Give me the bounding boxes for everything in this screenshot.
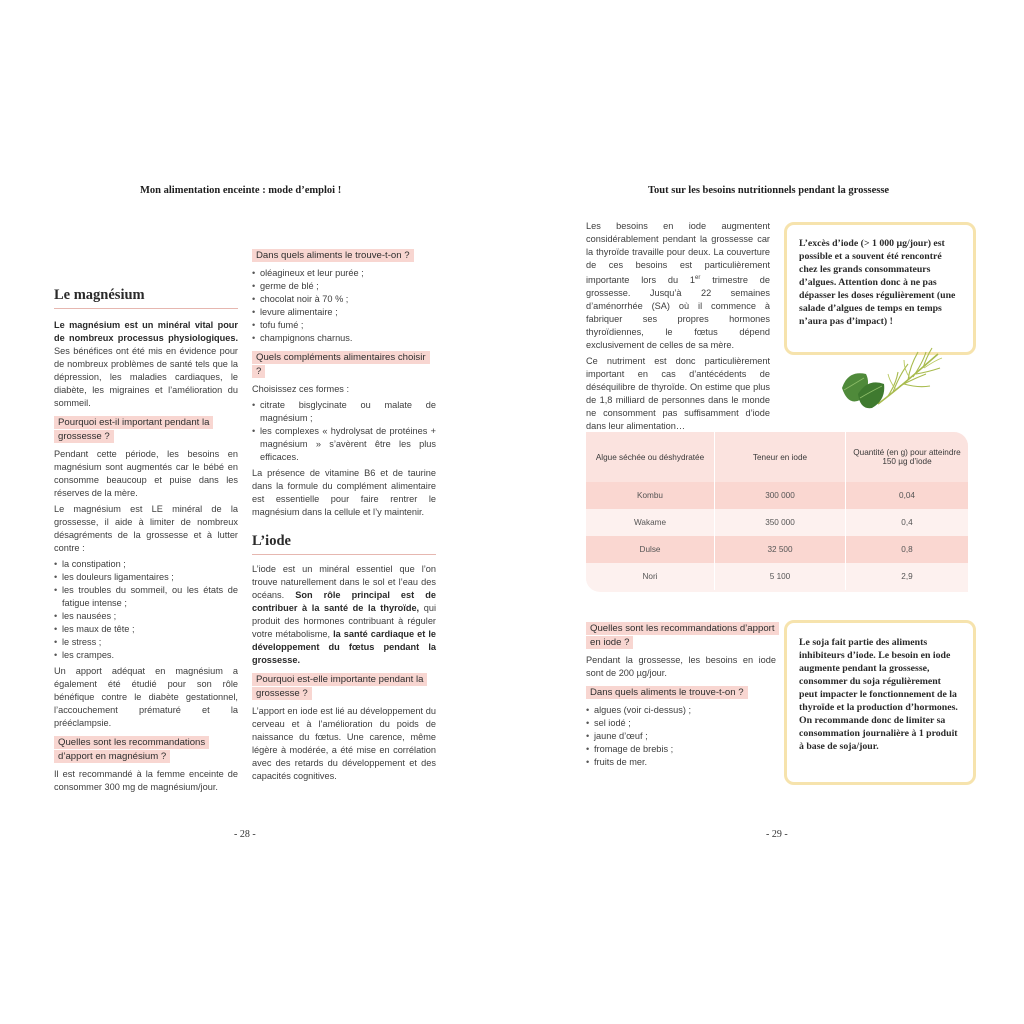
table-cell: 32 500: [715, 536, 846, 563]
list-item: • levure alimentaire ;: [260, 306, 436, 319]
list-item: • citrate bisglycinate ou malate de magnésium ;: [260, 399, 436, 425]
magnesium-column-2: [252, 247, 436, 786]
supplements-intro: Choisissez ces formes :: [252, 384, 350, 394]
list-item: • les crampes.: [62, 649, 238, 662]
spinach-leaf-icon: [842, 373, 884, 408]
magnesium-paragraph: Il est recommandé à la femme enceinte de consommer 300 mg de magnésium/jour.: [54, 769, 238, 792]
list-item: • germe de blé ;: [260, 280, 436, 293]
list-item: • chocolat noir à 70 % ;: [260, 293, 436, 306]
list-item: • fromage de brebis ;: [594, 743, 776, 756]
right-running-header: Tout sur les besoins nutritionnels pendant la grossesse: [648, 185, 890, 196]
iode-paragraph: L’apport en iode est lié au développement du cerveau et à l’amélioration du poids de naissance du fœtus. Une carence, même légère à modérée, a été mise en corrélation avec des retards du développement et des capacités cognitives.: [252, 706, 436, 781]
iode-foods-list: [586, 704, 776, 769]
table-cell: 0,8: [846, 536, 969, 563]
magnesium-paragraph: Le magnésium est LE minéral de la grossesse, il aide à limiter de nombreux désagréments de la grossesse et à lutter contre :: [54, 504, 238, 553]
iode-recommendations-section: [586, 620, 776, 772]
iode-needs-paragraph: Ce nutriment est donc particulièrement important en cas d’antécédents de déséquilibre de thyroïde. On estime que plus de 1,8 milliard de personnes dans le monde ne consomment pas suffisamment d’iode dans leur alimentation…: [586, 356, 770, 432]
magnesium-title: Le magnésium: [54, 287, 238, 309]
list-item: • tofu fumé ;: [260, 319, 436, 332]
question-iode-foods: Dans quels aliments le trouve-t-on ?: [586, 686, 748, 699]
question-which-foods: Dans quels aliments le trouve-t-on ?: [252, 249, 414, 262]
list-item: • sel iodé ;: [594, 717, 776, 730]
table-header: Quantité (en g) pour atteindre 150 µg d’iode: [846, 432, 969, 482]
left-page-number: - 28 -: [234, 829, 256, 840]
question-why-iode-important: Pourquoi est-elle importante pendant la grossesse ?: [252, 673, 427, 700]
callout-text: Le soja fait partie des aliments inhibiteurs d’iode. Le besoin en iode augmente pendant la grossesse, consommer du soja régulièrement peut impacter le fonctionnement de la thyroïde et la production d’hormones. On recommande donc de limiter sa consommation journalière à 1 produit à base de soja/jour.: [799, 637, 958, 752]
table-row: [586, 563, 968, 590]
table-cell: 5 100: [715, 563, 846, 590]
right-page-number: - 29 -: [766, 829, 788, 840]
magnesium-foods-list: [252, 267, 436, 345]
table-cell: Wakame: [634, 518, 666, 527]
table-cell: Kombu: [637, 491, 663, 500]
iode-needs-text: [586, 220, 770, 436]
list-item: • algues (voir ci-dessus) ;: [594, 704, 776, 717]
table-cell: 350 000: [715, 509, 846, 536]
magnesium-benefits-list: [54, 558, 238, 662]
spinach-dill-illustration: [838, 344, 944, 414]
list-item: • champignons charnus.: [260, 332, 436, 345]
table-row: [586, 536, 968, 563]
question-supplements: Quels compléments alimentaires choisir ?: [252, 351, 430, 378]
table-cell: 2,9: [846, 563, 969, 590]
table-cell: Dulse: [639, 545, 661, 554]
question-iode-recommendations: Quelles sont les recommandations d’apport en iode ?: [586, 622, 779, 649]
magnesium-paragraph: Pendant cette période, les besoins en magnésium sont augmentés car le bébé en consomme beaucoup et puise dans les réserves de la mère.: [54, 449, 238, 498]
table-cell: 0,4: [846, 509, 969, 536]
table-row: [586, 482, 968, 509]
soja-callout: [784, 620, 976, 785]
iode-recommendation-paragraph: Pendant la grossesse, les besoins en iode sont de 200 µg/jour.: [586, 655, 776, 678]
list-item: • jaune d’œuf ;: [594, 730, 776, 743]
magnesium-paragraph: Un apport adéquat en magnésium a également été étudié pour son rôle bénéfique contre le diabète gestationnel, l’accouchement prématuré et la prééclampsie.: [54, 666, 238, 728]
iode-algae-table: [586, 432, 968, 592]
magnesium-section: [54, 287, 238, 797]
iode-needs-paragraph: Les besoins en iode augmentent considérablement pendant la grossesse car la thyroïde travaille pour deux. La couverture de ces besoins est particulièrement importante lors du 1er trimestre de grossesse. Jusqu’à 22 semaines d’aménorrhée (SA) où il commence à fabriquer ses propres hormones thyroïdiennes, le fœtus dépend exclusivement de celles de sa mère.: [586, 221, 771, 351]
iode-intro: L’iode est un minéral essentiel que l’on trouve naturellement dans le sol et l’eau des océans. Son rôle principal est de contribuer à la santé de la thyroïde, qui produit des hormones contribuant à réguler votre métabolisme, la santé cardiaque et le développement du fœtus pendant la grossesse.: [252, 564, 437, 665]
list-item: • la constipation ;: [62, 558, 238, 571]
callout-text: L’excès d’iode (> 1 000 µg/jour) est possible et a souvent été rencontré chez les grands consommateurs d’algues. Attention donc à ne pas dépasser les doses régulièrement (une salade d’algues de temps en temps n’aura pas d’impact) !: [799, 238, 956, 327]
table-cell: Nori: [642, 572, 658, 581]
list-item: • les maux de tête ;: [62, 623, 238, 636]
table-cell: 300 000: [715, 482, 846, 509]
list-item: • les nausées ;: [62, 610, 238, 623]
question-why-important: Pourquoi est-il important pendant la grossesse ?: [54, 416, 213, 443]
list-item: • les troubles du sommeil, ou les états de fatigue intense ;: [62, 584, 238, 610]
table-header: Algue séchée ou déshydratée: [595, 452, 705, 462]
supplement-forms-list: [252, 399, 436, 464]
list-item: • oléagineux et leur purée ;: [260, 267, 436, 280]
iode-title: L’iode: [252, 533, 436, 555]
table-row: [586, 509, 968, 536]
iode-excess-callout: [784, 222, 976, 355]
list-item: • les complexes « hydrolysat de protéines + magnésium » s’avèrent être les plus efficaces.: [260, 425, 436, 464]
table-header: Teneur en iode: [715, 432, 846, 482]
table-cell: 0,04: [846, 482, 969, 509]
supplements-paragraph: La présence de vitamine B6 et de taurine dans la formule du complément alimentaire est essentielle pour faire rentrer le magnésium dans la cellule et l’y maintenir.: [252, 468, 436, 517]
dill-sprig-icon: [878, 348, 942, 404]
magnesium-intro: Le magnésium est un minéral vital pour de nombreux processus physiologiques. Ses bénéfices ont été mis en évidence pour de nombreux problèmes de santé tels que la dépression, les maladies cardiaques, le diabète, les migraines et l’amélioration du sommeil.: [54, 320, 238, 408]
list-item: • le stress ;: [62, 636, 238, 649]
question-recommendations: Quelles sont les recommandations d’apport en magnésium ?: [54, 736, 209, 763]
list-item: • fruits de mer.: [594, 756, 776, 769]
list-item: • les douleurs ligamentaires ;: [62, 571, 238, 584]
left-running-header: Mon alimentation enceinte : mode d’emploi !: [140, 185, 342, 196]
